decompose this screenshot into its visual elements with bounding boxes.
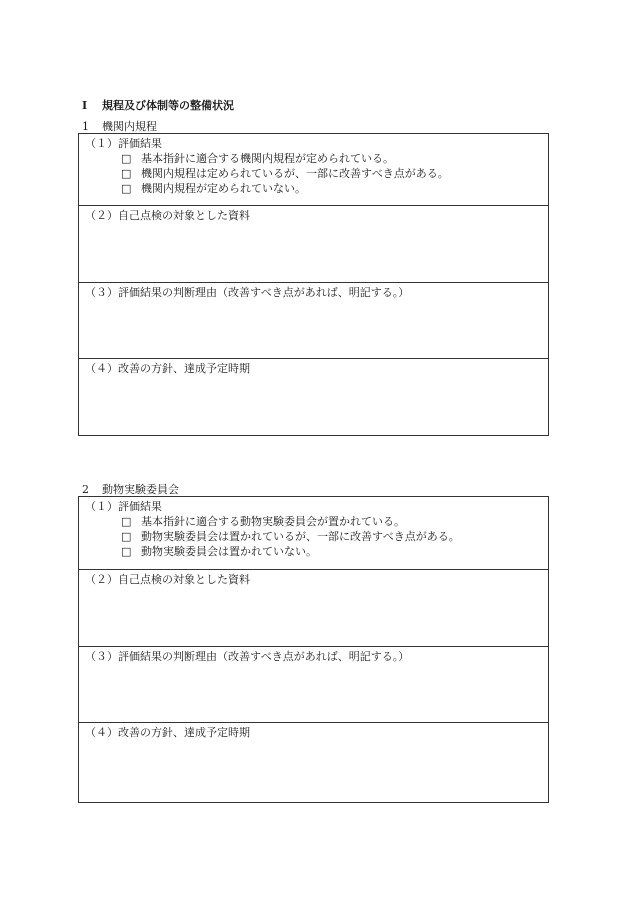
chapter-number: Ⅰ — [82, 99, 88, 112]
section-heading — [82, 118, 157, 134]
checkbox-icon[interactable]: □ — [121, 545, 132, 558]
materials-row[interactable] — [79, 569, 548, 646]
row-label: （１）評価結果 — [85, 137, 162, 150]
option-item[interactable] — [85, 514, 548, 529]
evaluation-table — [78, 133, 549, 436]
row-label: （４）改善の方針、達成予定時期 — [85, 726, 250, 739]
option-text: 基本指針に適合する動物実験委員会が置かれている。 — [141, 515, 405, 528]
option-text: 動物実験委員会は置かれていない。 — [141, 545, 317, 558]
reason-row[interactable] — [79, 282, 548, 358]
option-text: 動物実験委員会は置かれているが、一部に改善すべき点がある。 — [141, 530, 460, 543]
option-item[interactable] — [85, 181, 548, 196]
section-number: 1 — [82, 120, 89, 133]
checkbox-icon[interactable]: □ — [121, 515, 132, 528]
chapter-heading — [82, 97, 234, 113]
improvement-row[interactable] — [79, 358, 548, 435]
row-label: （３）評価結果の判断理由（改善すべき点があれば、明記する。） — [85, 650, 410, 663]
section-number: 2 — [82, 483, 89, 496]
option-text: 機関内規程は定められているが、一部に改善すべき点がある。 — [141, 167, 449, 180]
row-label: （２）自己点検の対象とした資料 — [85, 573, 250, 586]
section-title: 機関内規程 — [102, 120, 157, 133]
row-label: （４）改善の方針、達成予定時期 — [85, 362, 250, 375]
option-item[interactable] — [85, 544, 548, 559]
option-item[interactable] — [85, 529, 548, 544]
checkbox-icon[interactable]: □ — [121, 182, 132, 195]
materials-row[interactable] — [79, 205, 548, 282]
evaluation-result-row — [79, 497, 548, 569]
evaluation-result-row — [79, 134, 548, 205]
chapter-title: 規程及び体制等の整備状況 — [102, 99, 234, 112]
checkbox-icon[interactable]: □ — [121, 167, 132, 180]
row-label: （３）評価結果の判断理由（改善すべき点があれば、明記する。） — [85, 286, 410, 299]
option-text: 機関内規程が定められていない。 — [141, 182, 306, 195]
option-item[interactable] — [85, 166, 548, 181]
option-text: 基本指針に適合する機関内規程が定められている。 — [141, 152, 394, 165]
row-label: （１）評価結果 — [85, 500, 162, 513]
checkbox-icon[interactable]: □ — [121, 530, 132, 543]
improvement-row[interactable] — [79, 722, 548, 802]
evaluation-table — [78, 496, 549, 803]
checkbox-icon[interactable]: □ — [121, 152, 132, 165]
reason-row[interactable] — [79, 646, 548, 722]
row-label: （２）自己点検の対象とした資料 — [85, 209, 250, 222]
option-item[interactable] — [85, 151, 548, 166]
section-title: 動物実験委員会 — [102, 483, 179, 496]
section-heading — [82, 481, 179, 497]
